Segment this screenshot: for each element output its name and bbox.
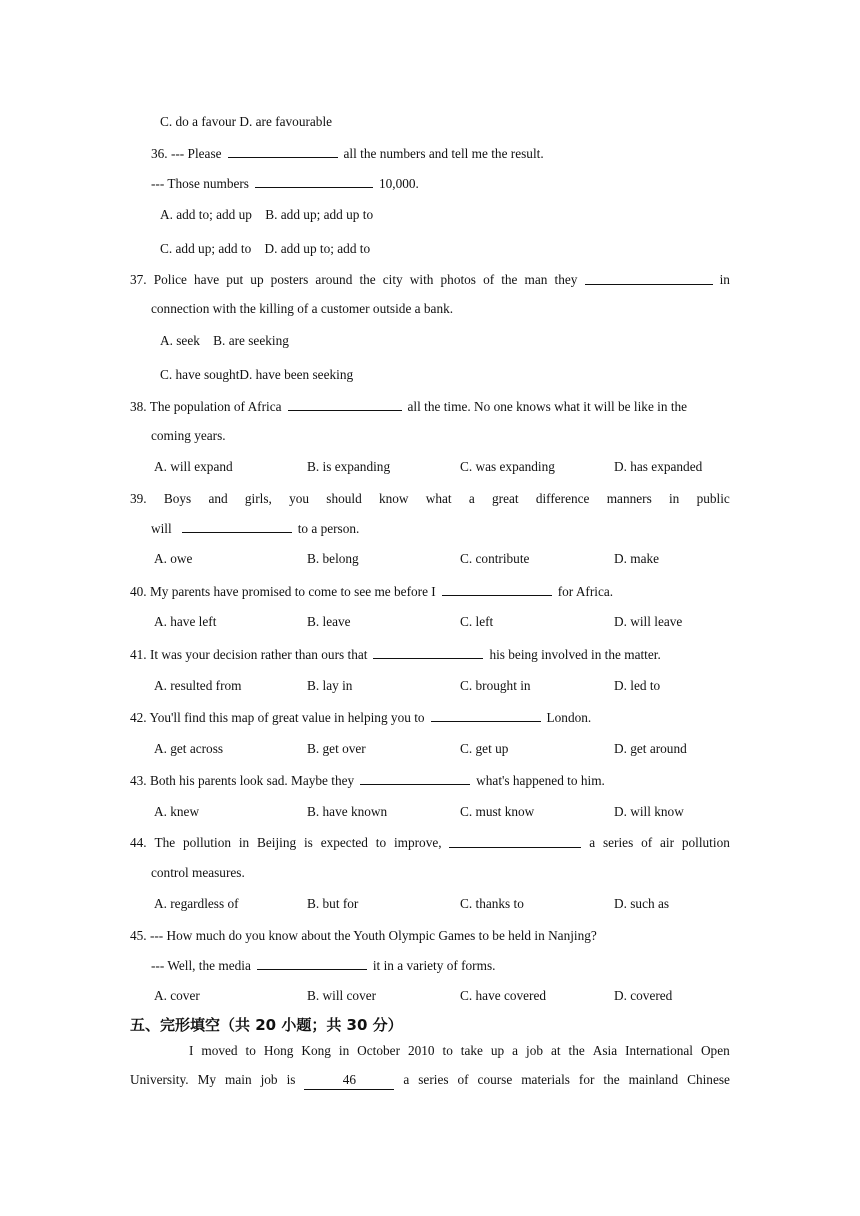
q41-prompt bbox=[130, 645, 661, 664]
q42-prompt bbox=[130, 708, 591, 727]
q37-word: in bbox=[719, 272, 730, 287]
q43-option-d: D. will know bbox=[614, 804, 684, 819]
cloze-word: for bbox=[578, 1072, 595, 1087]
q39-word: great bbox=[492, 491, 519, 506]
q39-word: should bbox=[326, 491, 362, 506]
q38-option-d: D. has expanded bbox=[614, 459, 703, 474]
q42-prompt-end: London. bbox=[546, 710, 592, 725]
q37-word: with bbox=[409, 272, 434, 287]
q37-word: Police bbox=[153, 272, 187, 287]
q39-word: girls, bbox=[244, 491, 272, 506]
q38-option-c: C. was expanding bbox=[460, 459, 555, 474]
q41-option-d: D. led to bbox=[614, 678, 661, 693]
q35-options-tail: C. do a favour D. are favourable bbox=[160, 114, 333, 129]
q45-option-d: D. covered bbox=[614, 988, 673, 1003]
cloze-word: Kong bbox=[301, 1043, 331, 1058]
q45-options bbox=[154, 987, 734, 1005]
q43-prompt-end: what's happened to him. bbox=[476, 773, 605, 788]
cloze-word: materials bbox=[521, 1072, 570, 1087]
q37-word: the bbox=[501, 272, 518, 287]
q41-option-a: A. resulted from bbox=[154, 678, 242, 693]
q44-word: 44. bbox=[130, 835, 147, 850]
q45-prompt2-end: it in a variety of forms. bbox=[372, 958, 496, 973]
q43-blank bbox=[360, 771, 470, 785]
q44-word: of bbox=[641, 835, 653, 850]
cloze-word: My bbox=[197, 1072, 217, 1087]
q37-word: have bbox=[194, 272, 220, 287]
cloze-word: of bbox=[457, 1072, 469, 1087]
cloze-word: moved bbox=[201, 1043, 238, 1058]
q45-prompt: 45. --- How much do you know about the Youth Olympic Games to be held in Nanjing? bbox=[130, 928, 597, 943]
q39-word: what bbox=[425, 491, 452, 506]
cloze-word: Chinese bbox=[687, 1072, 730, 1087]
cloze-word: job bbox=[526, 1043, 544, 1058]
q41-blank bbox=[373, 645, 483, 659]
q39-word: 39. bbox=[130, 491, 147, 506]
q42-option-b: B. get over bbox=[307, 741, 366, 756]
q44-word: improve, bbox=[393, 835, 442, 850]
cloze-word: a bbox=[512, 1043, 519, 1058]
q44-word: in bbox=[238, 835, 250, 850]
cloze-word: the bbox=[568, 1043, 585, 1058]
q44-option-d: D. such as bbox=[614, 896, 670, 911]
q39-option-b: B. belong bbox=[307, 551, 359, 566]
q39-prompt bbox=[130, 490, 730, 508]
cloze-word: at bbox=[550, 1043, 561, 1058]
cloze-word: to bbox=[442, 1043, 453, 1058]
q40-prompt bbox=[130, 582, 613, 601]
cloze-word: job bbox=[260, 1072, 278, 1087]
q39-word: know bbox=[378, 491, 409, 506]
cloze-word: mainland bbox=[628, 1072, 679, 1087]
cloze-paragraph-line-2 bbox=[130, 1071, 730, 1090]
section-heading: 五、完形填空（共 20 小题；共 30 分） bbox=[130, 1016, 403, 1034]
cloze-word: is bbox=[286, 1072, 296, 1087]
q44-word: to bbox=[375, 835, 387, 850]
q38-blank bbox=[288, 397, 402, 411]
q36-blank-2 bbox=[255, 174, 373, 188]
q39-word: manners bbox=[606, 491, 652, 506]
q40-blank bbox=[442, 582, 552, 596]
q39-option-a: A. owe bbox=[154, 551, 193, 566]
q44-blank bbox=[449, 834, 581, 848]
cloze-word: series bbox=[418, 1072, 449, 1087]
q45-option-b: B. will cover bbox=[307, 988, 377, 1003]
cloze-word: course bbox=[477, 1072, 513, 1087]
q36-blank-1 bbox=[228, 144, 338, 158]
q42-option-a: A. get across bbox=[154, 741, 224, 756]
q41-option-c: C. brought in bbox=[460, 678, 531, 693]
q42-options bbox=[154, 740, 734, 758]
q42-prompt-start: 42. You'll find this map of great value in helping you to bbox=[130, 710, 425, 725]
q37-word: they bbox=[554, 272, 578, 287]
cloze-word: up bbox=[490, 1043, 505, 1058]
q40-prompt-start: 40. My parents have promised to come to see me before I bbox=[130, 584, 436, 599]
q40-option-a: A. have left bbox=[154, 614, 217, 629]
q37-word: of bbox=[483, 272, 495, 287]
q39-word: public bbox=[696, 491, 730, 506]
q38-option-a: A. will expand bbox=[154, 459, 233, 474]
cloze-word: in bbox=[338, 1043, 350, 1058]
q41-option-b: B. lay in bbox=[307, 678, 353, 693]
q37-word: city bbox=[382, 272, 403, 287]
cloze-word: a bbox=[403, 1072, 410, 1087]
q44-word: Beijing bbox=[257, 835, 297, 850]
q44-word: is bbox=[303, 835, 313, 850]
q39-prompt2-end: to a person. bbox=[297, 521, 360, 536]
q36-prompt-start: 36. --- Please bbox=[151, 146, 222, 161]
q38-options bbox=[154, 458, 734, 476]
q39-word: and bbox=[208, 491, 228, 506]
q45-prompt-2 bbox=[151, 956, 495, 975]
cloze-word: main bbox=[225, 1072, 252, 1087]
q44-option-a: A. regardless of bbox=[154, 896, 239, 911]
q41-prompt-start: 41. It was your decision rather than ours that bbox=[130, 647, 368, 662]
q38-prompt-start: 38. The population of Africa bbox=[130, 399, 282, 414]
q37-prompt-2: connection with the killing of a customer outside a bank. bbox=[151, 301, 454, 316]
q38-prompt bbox=[130, 397, 687, 416]
q44-word: expected bbox=[320, 835, 368, 850]
cloze-word: International bbox=[625, 1043, 693, 1058]
q42-option-d: D. get around bbox=[614, 741, 687, 756]
q43-prompt bbox=[130, 771, 605, 790]
q39-word: difference bbox=[535, 491, 590, 506]
cloze-word: take bbox=[460, 1043, 483, 1058]
q39-blank bbox=[182, 519, 292, 533]
q37-word: photos bbox=[440, 272, 476, 287]
q36-prompt bbox=[151, 144, 544, 163]
q43-option-c: C. must know bbox=[460, 804, 535, 819]
q37-blank bbox=[585, 271, 713, 285]
q36-prompt2-start: --- Those numbers bbox=[151, 176, 249, 191]
q37-word: posters bbox=[270, 272, 309, 287]
q42-option-c: C. get up bbox=[460, 741, 509, 756]
q44-option-b: B. but for bbox=[307, 896, 359, 911]
q36-prompt-2 bbox=[151, 174, 419, 193]
q44-word: pollution bbox=[182, 835, 231, 850]
q40-option-d: D. will leave bbox=[614, 614, 683, 629]
q44-word: air bbox=[659, 835, 675, 850]
q39-word: a bbox=[468, 491, 475, 506]
q37-options-row-1: A. seek B. are seeking bbox=[160, 333, 289, 348]
q39-option-c: C. contribute bbox=[460, 551, 530, 566]
q41-prompt-end: his being involved in the matter. bbox=[489, 647, 661, 662]
q40-option-c: C. left bbox=[460, 614, 494, 629]
cloze-word: October bbox=[357, 1043, 400, 1058]
q45-option-c: C. have covered bbox=[460, 988, 547, 1003]
cloze-word: 2010 bbox=[407, 1043, 435, 1058]
q36-options-row-1: A. add to; add up B. add up; add up to bbox=[160, 207, 374, 222]
q39-word: Boys bbox=[163, 491, 192, 506]
q38-prompt-end: all the time. No one knows what it will be like in the bbox=[407, 399, 688, 414]
q38-option-b: B. is expanding bbox=[307, 459, 391, 474]
q39-option-d: D. make bbox=[614, 551, 660, 566]
q39-word: you bbox=[289, 491, 310, 506]
cloze-word: Asia bbox=[592, 1043, 618, 1058]
q37-word: up bbox=[250, 272, 264, 287]
q37-word: man bbox=[524, 272, 548, 287]
q41-options bbox=[154, 677, 734, 695]
q43-options bbox=[154, 803, 734, 821]
q43-prompt-start: 43. Both his parents look sad. Maybe they bbox=[130, 773, 355, 788]
cloze-word: University. bbox=[130, 1072, 189, 1087]
q36-prompt2-end: 10,000. bbox=[378, 176, 419, 191]
cloze-word: Open bbox=[700, 1043, 730, 1058]
q36-prompt-end: all the numbers and tell me the result. bbox=[343, 146, 544, 161]
q44-prompt-2: control measures. bbox=[151, 865, 245, 880]
q37-word: put bbox=[226, 272, 244, 287]
q45-option-a: A. cover bbox=[154, 988, 200, 1003]
q37-word: around bbox=[315, 272, 353, 287]
cloze-word: the bbox=[603, 1072, 620, 1087]
q39-word: in bbox=[668, 491, 680, 506]
q40-prompt-end: for Africa. bbox=[557, 584, 614, 599]
q45-prompt2-start: --- Well, the media bbox=[151, 958, 251, 973]
q45-blank bbox=[257, 956, 367, 970]
cloze-paragraph-line-1 bbox=[189, 1042, 730, 1060]
cloze-blank-46: 46 bbox=[304, 1071, 394, 1090]
q43-option-a: A. knew bbox=[154, 804, 200, 819]
q44-word: series bbox=[602, 835, 634, 850]
q39-prompt-2 bbox=[151, 519, 359, 538]
q37-word: the bbox=[359, 272, 376, 287]
cloze-word: I bbox=[189, 1043, 194, 1058]
q36-options-row-2: C. add up; add to D. add up to; add to bbox=[160, 241, 371, 256]
q38-prompt-2: coming years. bbox=[151, 428, 226, 443]
q44-options bbox=[154, 895, 734, 913]
q39-options bbox=[154, 550, 734, 568]
cloze-word: Hong bbox=[263, 1043, 294, 1058]
q44-prompt bbox=[130, 834, 730, 852]
q44-option-c: C. thanks to bbox=[460, 896, 524, 911]
q40-option-b: B. leave bbox=[307, 614, 351, 629]
q37-word: 37. bbox=[130, 272, 147, 287]
q39-prompt2-start: will bbox=[151, 521, 172, 536]
q40-options bbox=[154, 613, 734, 631]
q44-word: The bbox=[154, 835, 176, 850]
q42-blank bbox=[431, 708, 541, 722]
cloze-word: to bbox=[245, 1043, 256, 1058]
q44-word: pollution bbox=[681, 835, 730, 850]
q37-options-row-2: C. have soughtD. have been seeking bbox=[160, 367, 354, 382]
q44-word: a bbox=[589, 835, 596, 850]
q43-option-b: B. have known bbox=[307, 804, 388, 819]
q37-prompt bbox=[130, 271, 730, 289]
